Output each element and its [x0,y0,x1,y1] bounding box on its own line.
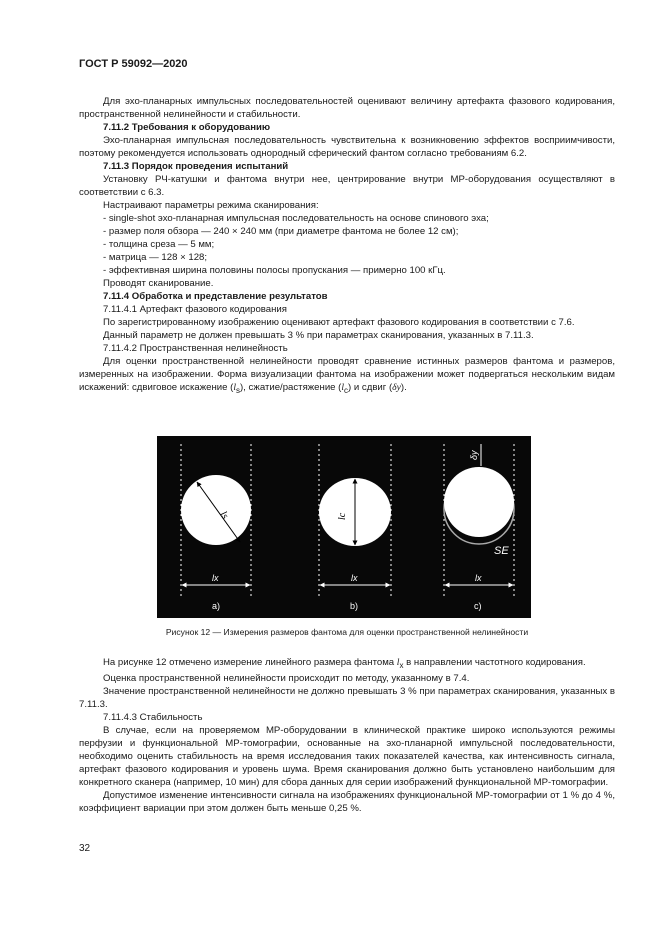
subsection-heading: 7.11.4.3 Стабильность [103,711,203,723]
paragraph: Проводят сканирование. [103,278,214,289]
dy-label: δy [469,450,479,460]
section-heading: 7.11.2 Требования к оборудованию [103,122,271,133]
phantom-disc [181,475,251,545]
ls-label: ls [217,509,231,522]
lx-label: lx [475,573,482,583]
section-heading: 7.11.3 Порядок проведения испытаний [103,161,289,172]
figure-caption: Рисунок 12 — Измерения размеров фантома для оценки пространственной нелинейности [165,627,529,637]
paragraph: Настраивают параметры режима сканирования: [103,200,319,211]
paragraph: Данный параметр не должен превышать 3 % при параметрах сканирования, указанных в 7.11.3. [103,330,534,341]
list-item: - матрица — 128 × 128; [103,252,208,263]
standard-header: ГОСТ Р 59092—2020 [79,58,188,70]
lx-label: lx [351,573,358,583]
list-item: - single-shot эхо-планарная импульсная последовательность на основе спинового эха; [103,213,489,224]
paragraph: Для эхо-планарных импульсных последовательностей оценивают величину артефакта фазового кодирования, пространственной нелинейности и стабильности. [79,96,615,120]
panel-label: b) [350,601,359,611]
paragraph: Значение пространственной нелинейности не должно превышать 3 % при параметрах сканирования, указанных в 7.11.3. [79,685,615,710]
list-item: - эффективная ширина половины полосы пропускания — примерно 100 кГц. [103,265,446,276]
paragraph: Оценка пространственной нелинейности происходит по методу, указанному в 7.4. [103,672,470,684]
body-text-bottom [79,656,615,815]
panel-a [181,444,251,611]
figure-12 [157,436,531,618]
panel-c [444,444,514,611]
paragraph: Установку РЧ-катушки и фантома внутри нее, центрирование внутри МР-оборудования осуществляют в соответствии с 6.3. [79,174,615,198]
se-label: SE [494,545,509,557]
paragraph: На рисунке 12 отмечено измерение линейного размера фантома $l_x$ в направлении частотного кодирования. [103,657,586,670]
subsection-heading: 7.11.4.2 Пространственная нелинейность [103,343,288,354]
paragraph: Для оценки пространственной нелинейности проводят сравнение истинных размеров фантома и размеров, измеренных на изображении. Форма визуализации фантома на изображении может подвергаться нескольким видам искажений: сдвиговое искажение $(l_s)$, сжатие/растяжение $(l_c)$ и сдвиг (δy). [79,356,615,395]
list-item: - размер поля обзора — 240 × 240 мм (при диаметре фантома не более 12 см); [103,226,459,237]
lc-label: lc [337,512,348,520]
body-text-top [79,95,615,397]
paragraph: По зарегистрированному изображению оценивают артефакт фазового кодирования в соответствии с 7.6. [103,317,575,328]
paragraph: В случае, если на проверяемом МР-оборудовании в клинической практике широко используются режимы перфузии и функциональной МР-томографии, основанные на эхо-планарной импульсной последовательности, необходимо оценить стабильность на время исследования таких показателей качества, как интенсивность сигнала, артефакт фазового кодирования и уровень шума. Время сканирования должно быть установлено наибольшим для конкретного сканера (например, 10 мин) для сбора данных для серии изображений функциональной МР-томографии. [79,724,615,788]
paragraph: Эхо-планарная импульсная последовательность чувствительна к возникновению эффектов восприимчивости, поэтому рекомендуется использовать однородный сферический фантом согласно требованиям 6.2. [79,135,615,159]
figure-12-graphic [157,436,531,618]
page-number: 32 [79,843,91,854]
panel-b [319,444,391,611]
paragraph: Допустимое изменение интенсивности сигнала на изображениях функциональной МР-томографии от 1 % до 4 %, коэффициент вариации при этом должен быть меньше 0,25 %. [79,789,615,814]
panel-label: a) [212,601,221,611]
section-heading: 7.11.4 Обработка и представление результатов [103,291,328,302]
lx-label: lx [212,573,219,583]
panel-label: c) [474,601,482,611]
list-item: - толщина среза — 5 мм; [103,239,215,250]
phantom-disc [444,467,514,537]
subsection-heading: 7.11.4.1 Артефакт фазового кодирования [103,304,287,315]
